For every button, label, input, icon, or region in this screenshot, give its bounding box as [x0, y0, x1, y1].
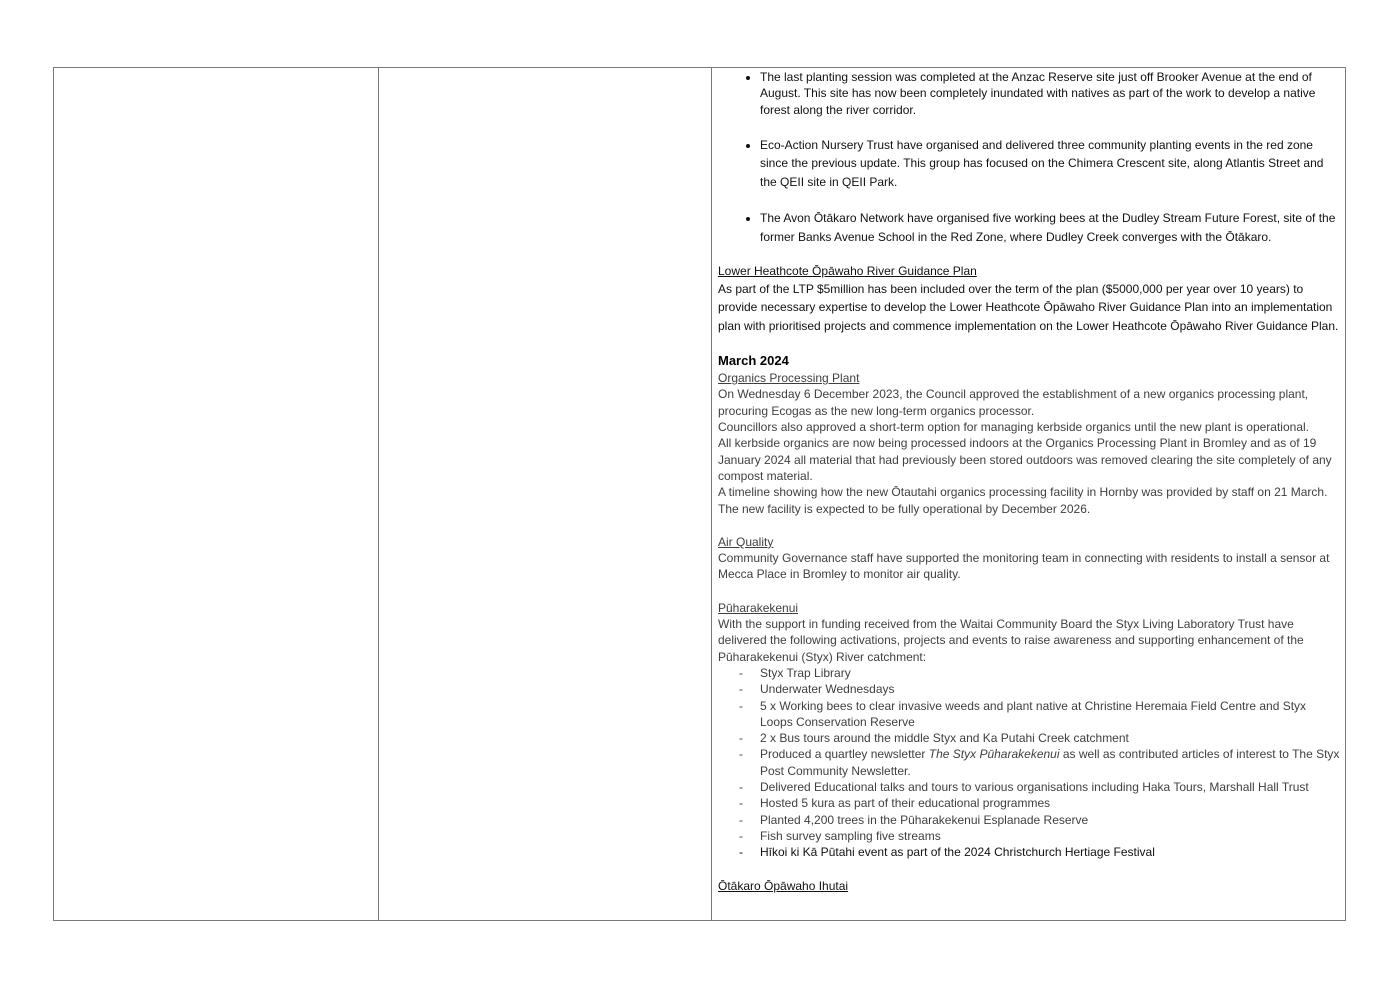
table-column-2	[379, 68, 712, 920]
paragraph: As part of the LTP $5million has been included over the term of the plan ($5000,000 per year over 10 years) to provide necessary expertise to develop the Lower Heathcote Ōpāwaho River Guidance Plan into an implementation plan with prioritised projects and commence implementation on the Lower Heathcote Ōpāwaho River Guidance Plan.	[718, 281, 1339, 333]
paragraph: Community Governance staff have supported the monitoring team in connecting with residents to install a sensor at Mecca Place in Bromley to monitor air quality.	[718, 551, 1330, 582]
list-item: - Hīkoi ki Kā Pūtahi event as part of the 2024 Christchurch Hertiage Festival	[760, 844, 1341, 860]
newsletter-text: as well as contributed articles of interest to The Styx Post Community Newsletter.	[760, 747, 1340, 778]
list-item: - Delivered Educational talks and tours to various organisations including Haka Tours, Marshall Hall Trust	[760, 779, 1341, 795]
list-item: - Planted 4,200 trees in the Pūharakekenui Esplanade Reserve	[760, 812, 1341, 828]
paragraph: A timeline showing how the new Ōtautahi organics processing facility in Hornby was provided by staff on 21 March.	[718, 485, 1328, 500]
table-column-1	[54, 68, 379, 920]
section-heading: Organics Processing Plant	[718, 371, 860, 386]
list-item: • The Avon Ōtākaro Network have organised five working bees at the Dudley Stream Future Forest, site of the former Banks Avenue School in the Red Zone, where Dudley Creek converges with the Ōtākaro.	[760, 209, 1341, 246]
paragraph: On Wednesday 6 December 2023, the Council approved the establishment of a new organics processing plant, procuring Ecogas as the new long-term organics processor.	[718, 387, 1309, 418]
newsletter-title: The Styx Pūharakekenui	[928, 747, 1060, 762]
paragraph: With the support in funding received from the Waitai Community Board the Styx Living Laboratory Trust have delivered the following activations, projects and events to raise awareness and supporting enhancement of the Pūharakekenui (Styx) River catchment:	[718, 617, 1304, 664]
list-item: - Hosted 5 kura as part of their educational programmes	[760, 795, 1341, 811]
march-section	[718, 352, 1341, 860]
paragraph: The new facility is expected to be fully operational by December 2026.	[718, 501, 1091, 516]
heathcote-section	[718, 263, 1341, 335]
list-item: - Styx Trap Library	[760, 665, 1341, 681]
section-heading: Pūharakekenui	[718, 600, 799, 615]
list-item: - Fish survey sampling five streams	[760, 828, 1341, 844]
list-item: • Eco-Action Nursery Trust have organised and delivered three community planting events in the red zone since the previous update. This group has focused on the Chimera Crescent site, along Atlantis Street and the QEII site in QEII Park.	[760, 136, 1341, 192]
table-column-3	[712, 68, 1345, 920]
list-item: - 5 x Working bees to clear invasive weeds and plant native at Christine Heremaia Field Centre and Styx Loops Conservation Reserve	[760, 698, 1341, 731]
planting-bullet-list	[718, 69, 1341, 246]
list-item	[760, 746, 1341, 779]
activities-list	[718, 665, 1341, 861]
month-heading: March 2024	[718, 353, 789, 369]
list-item: - 2 x Bus tours around the middle Styx and Ka Putahi Creek catchment	[760, 730, 1341, 746]
section-heading: Lower Heathcote Ōpāwaho River Guidance Plan	[718, 264, 977, 279]
section-heading: Air Quality	[718, 534, 774, 549]
section-heading: Ōtākaro Ōpāwaho Ihutai	[718, 878, 849, 893]
paragraph: All kerbside organics are now being processed indoors at the Organics Processing Plant in Bromley and as of 19 January 2024 all material that had previously been stored outdoors was removed clearing the site completely of any compost material.	[718, 436, 1332, 483]
paragraph: Councillors also approved a short-term option for managing kerbside organics until the new plant is operational.	[718, 420, 1309, 435]
newsletter-text: Produced a quartley newsletter	[760, 747, 929, 762]
list-item: - Underwater Wednesdays	[760, 681, 1341, 697]
list-item: • The last planting session was completed at the Anzac Reserve site just off Brooker Avenue at the end of August. This site has now been completely inundated with natives as part of the work to develop a native forest along the river corridor.	[760, 69, 1341, 118]
report-table	[53, 67, 1346, 921]
